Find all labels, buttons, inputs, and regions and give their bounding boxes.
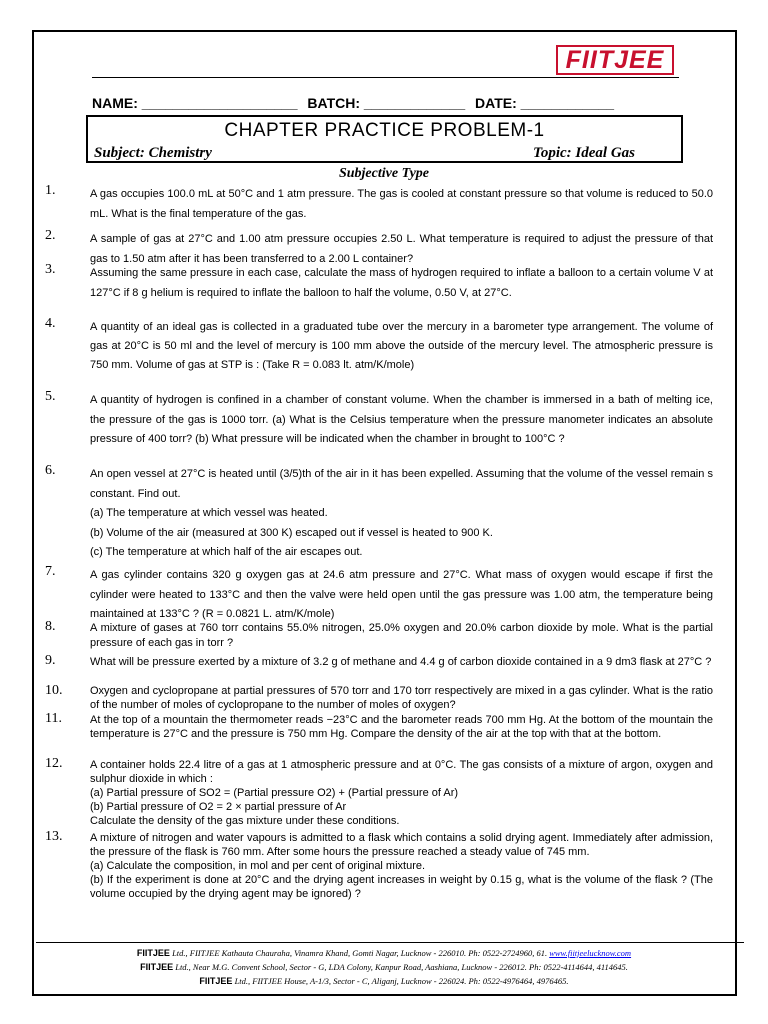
question-paragraph: What will be pressure exerted by a mixture of 3.2 g of methane and 4.4 g of carbon dioxide contained in a 9 dm3 flask at 27°C ?	[90, 656, 712, 668]
question-text	[90, 621, 713, 651]
question-number: 13.	[45, 829, 63, 844]
question-text	[90, 758, 713, 828]
question-number: 9.	[45, 653, 56, 668]
question-text	[90, 391, 713, 450]
question-number: 10.	[45, 683, 63, 698]
question-paragraph: (c) The temperature at which half of the air escapes out.	[90, 546, 363, 558]
footer-address-3	[0, 976, 768, 986]
question-text	[90, 685, 713, 712]
question-text	[90, 713, 713, 741]
question-number: 5.	[45, 389, 56, 404]
question-number: 7.	[45, 564, 56, 579]
question-paragraph: (a) Partial pressure of SO2 = (Partial pressure O2) + (Partial pressure of Ar)	[90, 787, 459, 799]
question-text	[90, 185, 713, 224]
batch-field: BATCH: _____________	[307, 95, 466, 111]
question-text	[90, 831, 713, 901]
topic-label: Topic: Ideal Gas	[533, 145, 635, 161]
question-paragraph: A gas cylinder contains 320 g oxygen gas at 24.6 atm pressure and 27°C. What mass of oxygen would escape if first the cylinder were heated to 133°C and then the valve were held open until the gas pressure was 1.00 atm, the temperature being maintained at 133°C ? (R = 0.0821 L. atm/K/mole)	[90, 569, 713, 620]
question-paragraph: Oxygen and cyclopropane at partial pressures of 570 torr and 170 torr respectively are mixed in a gas cylinder. What is the ratio of the number of moles of cyclopropane to the number of moles of oxygen?	[90, 685, 713, 711]
footer-line-2: Ltd., Near M.G. Convent School, Sector - G, LDA Colony, Kanpur Road, Aashiana, Lucknow - 226012. Ph: 0522-4114644, 4114645.	[173, 962, 628, 972]
footer-line-1: Ltd., FIITJEE Kathauta Chauraha, Vinamra Khand, Gomti Nagar, Lucknow - 226010. Ph: 0522-2724960, 61.	[169, 948, 550, 958]
question-number: 1.	[45, 183, 56, 198]
header-rule	[92, 77, 679, 78]
footer-logo: FIITJEE	[136, 948, 170, 958]
section-heading: Subjective Type	[338, 166, 430, 181]
question-paragraph: A mixture of gases at 760 torr contains 55.0% nitrogen, 25.0% oxygen and 20.0% carbon dioxide by mole. What is the partial pressure of each gas in torr ?	[90, 622, 713, 649]
question-paragraph: (b) Volume of the air (measured at 300 K) escaped out if vessel is heated to 900 K.	[90, 526, 493, 539]
question-paragraph: (b) Partial pressure of O2 = 2 × partial pressure of Ar	[90, 801, 347, 813]
question-text	[90, 655, 713, 670]
website-link[interactable]: www.fiitjeelucknow.com	[549, 948, 632, 958]
question-number: 4.	[45, 316, 56, 331]
question-number: 2.	[45, 228, 56, 243]
question-text	[90, 465, 713, 563]
question-number: 8.	[45, 619, 56, 634]
question-paragraph: A container holds 22.4 litre of a gas at 1 atmospheric pressure and at 0°C. The gas consists of a mixture of argon, oxygen and sulphur dioxide in which :	[90, 759, 713, 785]
question-number: 11.	[45, 711, 62, 726]
fiitjee-logo: FIITJEE	[556, 45, 674, 75]
question-paragraph: An open vessel at 27°C is heated until (3/5)th of the air in it has been expelled. Assuming that the volume of the vessel remain s constant. Find out.	[90, 468, 713, 500]
question-paragraph: (b) If the experiment is done at 20°C and the drying agent increases in weight by 0.15 g, what is the volume of the flask ? (The volume occupied by the drying agent may be ignored) ?	[90, 874, 713, 900]
question-paragraph: At the top of a mountain the thermometer reads −23°C and the barometer reads 700 mm Hg. At the bottom of the mountain the temperature is 27°C and the pressure is 750 mm Hg. Compare the density of the air at the top with that at the bottom.	[90, 714, 713, 740]
question-number: 6.	[45, 463, 56, 478]
page-title: CHAPTER PRACTICE PROBLEM-1	[224, 120, 545, 141]
question-paragraph: A quantity of hydrogen is confined in a chamber of constant volume. When the chamber is immersed in a bath of melting ice, the pressure of the gas is 1000 torr. (a) What is the Celsius temperature when the pressure manometer indicates an absolute pressure of 400 torr? (b) What pressure will be indicated when the chamber in brought to 100°C ?	[90, 394, 713, 445]
question-paragraph: A mixture of nitrogen and water vapours is admitted to a flask which contains a solid drying agent. Immediately after admission, the pressure of the flask is 760 mm. After some hours the pressure reached a steady value of 745 mm.	[90, 832, 713, 858]
question-text	[90, 264, 713, 303]
question-paragraph: A quantity of an ideal gas is collected in a graduated tube over the mercury in a barometer type arrangement. The volume of gas at 20°C is 50 ml and the level of mercury is 100 mm above the outside of the mercury level. The atmospheric pressure is 750 mm. Volume of gas at STP is : (Take R = 0.083 lt. atm/K/mole)	[90, 321, 713, 371]
footer-logo: FIITJEE	[140, 962, 174, 972]
footer-line-3: Ltd., FIITJEE House, A-1/3, Sector - C, Aliganj, Lucknow - 226024. Ph: 0522-4976464, 4976465.	[232, 976, 569, 986]
student-info-line	[92, 95, 682, 111]
question-text	[90, 318, 713, 375]
question-number: 3.	[45, 262, 56, 277]
question-text	[90, 566, 713, 625]
footer-address-1	[0, 948, 768, 958]
footer-address-2	[0, 962, 768, 972]
footer-rule	[36, 942, 744, 943]
date-field: DATE: ____________	[475, 95, 615, 111]
question-number: 12.	[45, 756, 63, 771]
question-paragraph: A gas occupies 100.0 mL at 50°C and 1 atm pressure. The gas is cooled at constant pressure so that volume is reduced to 50.0 mL. What is the final temperature of the gas.	[90, 188, 713, 220]
question-paragraph: Calculate the density of the gas mixture under these conditions.	[90, 815, 400, 827]
name-field: NAME: ____________________	[92, 95, 298, 111]
question-paragraph: (a) Calculate the composition, in mol and per cent of original mixture.	[90, 860, 426, 872]
title-box	[86, 115, 683, 163]
subject-label: Subject: Chemistry	[94, 145, 212, 161]
footer-logo: FIITJEE	[199, 976, 233, 986]
question-paragraph: Assuming the same pressure in each case, calculate the mass of hydrogen required to inflate a balloon to a certain volume V at 127°C if 8 g helium is required to inflate the balloon to half the volume, 0.50 V, at 27°C.	[90, 267, 713, 299]
question-paragraph: A sample of gas at 27°C and 1.00 atm pressure occupies 2.50 L. What temperature is required to adjust the pressure of that gas to 1.50 atm after it has been transferred to a 2.00 L container?	[90, 233, 713, 265]
question-paragraph: (a) The temperature at which vessel was heated.	[90, 507, 328, 519]
